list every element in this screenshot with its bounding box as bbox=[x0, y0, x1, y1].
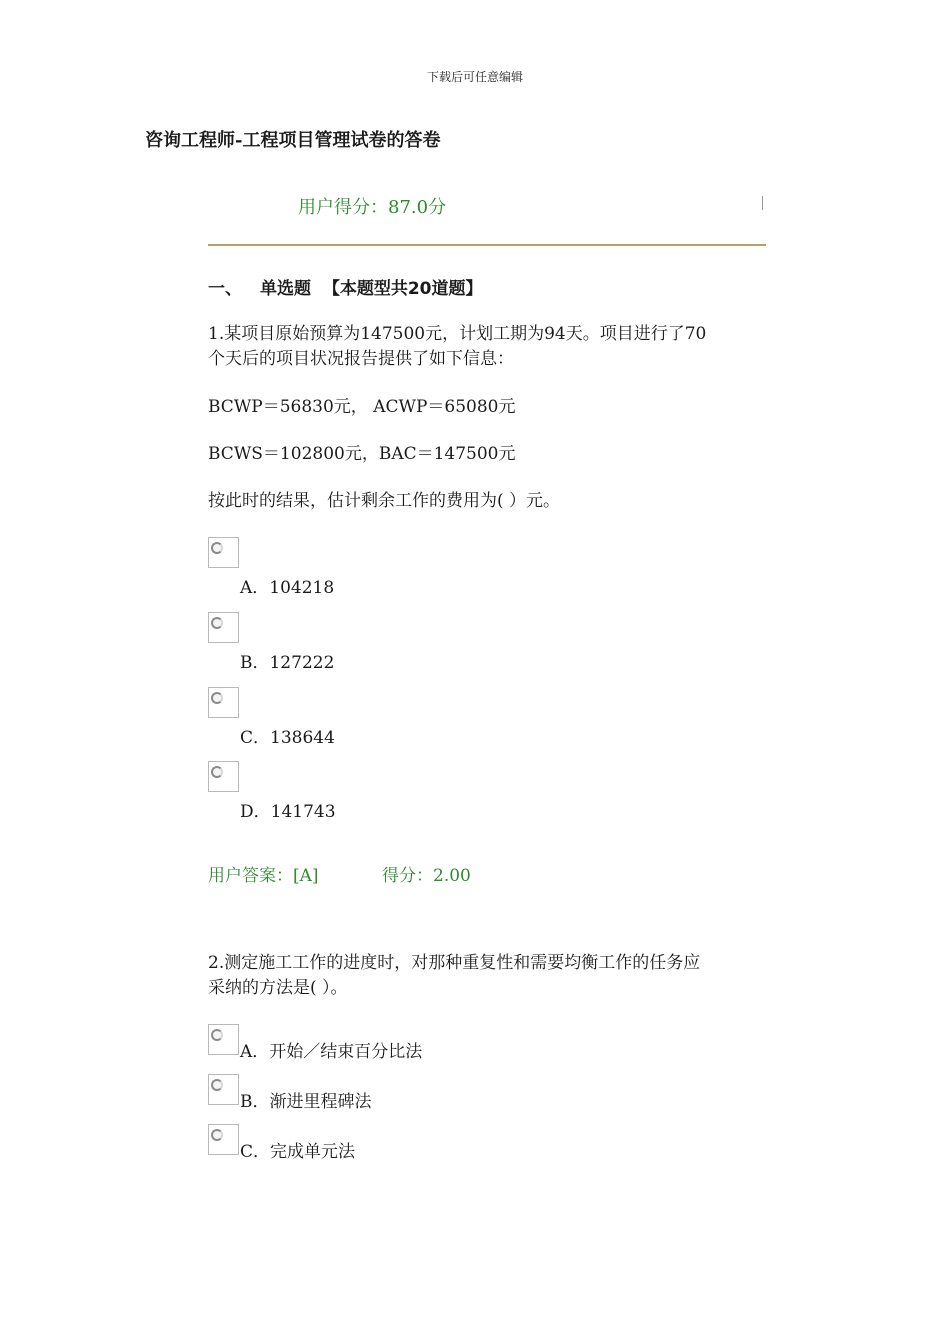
section-heading bbox=[208, 274, 483, 299]
user-score: 用户得分：87.0分 bbox=[298, 197, 447, 218]
question-text-line: 2.测定施工工作的进度时，对那种重复性和需要均衡工作的任务应 bbox=[208, 953, 701, 973]
question-score: 得分：2.00 bbox=[382, 866, 471, 886]
question-2-stem bbox=[208, 951, 700, 1001]
question-text-line: 采纳的方法是( ）。 bbox=[208, 978, 348, 998]
document-title: 咨询工程师-工程项目管理试卷的答卷 bbox=[145, 130, 441, 151]
option-radio-b[interactable] bbox=[208, 1074, 239, 1105]
question-text-line: 个天后的项目状况报告提供了如下信息： bbox=[208, 349, 514, 369]
option-radio-a[interactable] bbox=[208, 1024, 239, 1055]
section-info: 【本题型共20道题】 bbox=[322, 279, 483, 299]
question-text-line: 按此时的结果，估计剩余工作的费用为( ）元。 bbox=[208, 491, 561, 511]
option-label-b: B．127222 bbox=[240, 653, 335, 673]
option-label-c: C．完成单元法 bbox=[240, 1142, 356, 1162]
option-radio-a[interactable] bbox=[208, 537, 239, 568]
option-radio-c[interactable] bbox=[208, 687, 239, 718]
option-radio-c[interactable] bbox=[208, 1124, 239, 1155]
option-label-b: B．渐进里程碑法 bbox=[240, 1092, 372, 1112]
option-label-a: A．开始／结束百分比法 bbox=[240, 1042, 423, 1062]
header-note: 下载后可任意编辑 bbox=[426, 70, 523, 84]
divider-mark bbox=[762, 196, 763, 210]
question-text-line: BCWP＝56830元， ACWP＝65080元 bbox=[208, 397, 516, 417]
header-rule bbox=[208, 244, 766, 246]
section-number: 一、 bbox=[208, 279, 242, 299]
question-1-stem bbox=[208, 322, 706, 372]
option-radio-d[interactable] bbox=[208, 761, 239, 792]
option-radio-b[interactable] bbox=[208, 612, 239, 643]
option-label-a: A．104218 bbox=[240, 578, 335, 598]
question-text-line: BCWS＝102800元，BAC＝147500元 bbox=[208, 444, 516, 464]
section-name: 单选题 bbox=[260, 279, 311, 299]
question-text-line: 1.某项目原始预算为147500元，计划工期为94天。项目进行了70 bbox=[208, 324, 707, 344]
option-label-c: C．138644 bbox=[240, 728, 335, 748]
option-label-d: D．141743 bbox=[240, 802, 336, 822]
user-answer: 用户答案：[A] bbox=[208, 866, 319, 886]
